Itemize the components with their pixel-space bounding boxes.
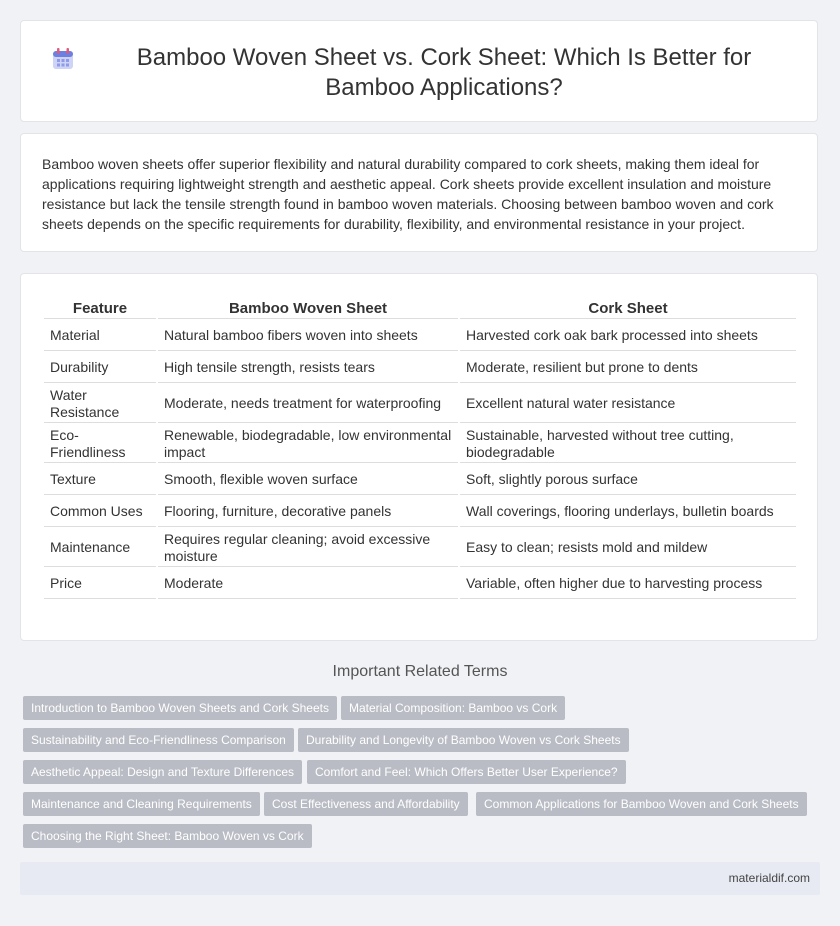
table-cell: Moderate, needs treatment for waterproofing [158,385,458,423]
table-row [44,529,796,567]
table-row [44,425,796,463]
comparison-card [20,273,818,641]
related-term-tag[interactable]: Maintenance and Cleaning Requirements [23,792,260,816]
table-header: Cork Sheet [460,298,796,319]
table-cell: Material [44,321,156,351]
related-term-tag[interactable]: Aesthetic Appeal: Design and Texture Differences [23,760,302,784]
table-cell: Sustainable, harvested without tree cutting, biodegradable [460,425,796,463]
table-cell: Excellent natural water resistance [460,385,796,423]
footer-site-link[interactable]: materialdif.com [728,871,810,885]
table-cell: Moderate [158,569,458,599]
table-cell: Soft, slightly porous surface [460,465,796,495]
table-cell: Flooring, furniture, decorative panels [158,497,458,527]
table-cell: Durability [44,353,156,383]
table-cell: Eco-Friendliness [44,425,156,463]
calendar-icon [51,47,75,71]
table-header: Bamboo Woven Sheet [158,298,458,319]
table-cell: High tensile strength, resists tears [158,353,458,383]
header-card [20,20,818,122]
table-cell: Variable, often higher due to harvesting process [460,569,796,599]
table-cell: Natural bamboo fibers woven into sheets [158,321,458,351]
table-cell: Texture [44,465,156,495]
related-term-tag[interactable]: Material Composition: Bamboo vs Cork [341,696,565,720]
related-term-tag[interactable]: Durability and Longevity of Bamboo Woven vs Cork Sheets [298,728,629,752]
table-cell: Maintenance [44,529,156,567]
related-term-tag[interactable]: Introduction to Bamboo Woven Sheets and Cork Sheets [23,696,337,720]
page-title: Bamboo Woven Sheet vs. Cork Sheet: Which Is Better for Bamboo Applications? [136,44,752,101]
table-cell: Moderate, resilient but prone to dents [460,353,796,383]
table-row [44,569,796,599]
table-cell: Easy to clean; resists mold and mildew [460,529,796,567]
table-cell: Smooth, flexible woven surface [158,465,458,495]
intro-card [20,133,818,252]
footer [20,862,820,895]
table-cell: Renewable, biodegradable, low environmental impact [158,425,458,463]
table-row [44,497,796,527]
table-cell: Price [44,569,156,599]
related-term-tag[interactable]: Comfort and Feel: Which Offers Better User Experience? [307,760,626,784]
table-cell: Water Resistance [44,385,156,423]
table-row [44,353,796,383]
table-cell: Requires regular cleaning; avoid excessive moisture [158,529,458,567]
table-cell: Harvested cork oak bark processed into sheets [460,321,796,351]
intro-paragraph: Bamboo woven sheets offer superior flexibility and natural durability compared to cork sheets, making them ideal for applications requiring lightweight strength and aesthetic appeal. Cork sheets provide excellent insulation and moisture resistance but lack the tensile strength found in bamboo woven materials. Choosing between bamboo woven and cork sheets depends on the specific requirements for durability, flexibility, and environmental resistance in your project. [42,156,774,232]
related-term-tag[interactable]: Choosing the Right Sheet: Bamboo Woven vs Cork [23,824,312,848]
related-terms-title: Important Related Terms [332,663,508,680]
table-cell: Wall coverings, flooring underlays, bulletin boards [460,497,796,527]
table-cell: Common Uses [44,497,156,527]
table-header: Feature [44,298,156,319]
table-row [44,321,796,351]
related-term-tag[interactable]: Sustainability and Eco-Friendliness Comparison [23,728,294,752]
table-row [44,465,796,495]
table-row [44,385,796,423]
related-term-tag[interactable]: Common Applications for Bamboo Woven and Cork Sheets [476,792,807,816]
comparison-table [42,296,798,601]
related-term-tag[interactable]: Cost Effectiveness and Affordability [264,792,468,816]
